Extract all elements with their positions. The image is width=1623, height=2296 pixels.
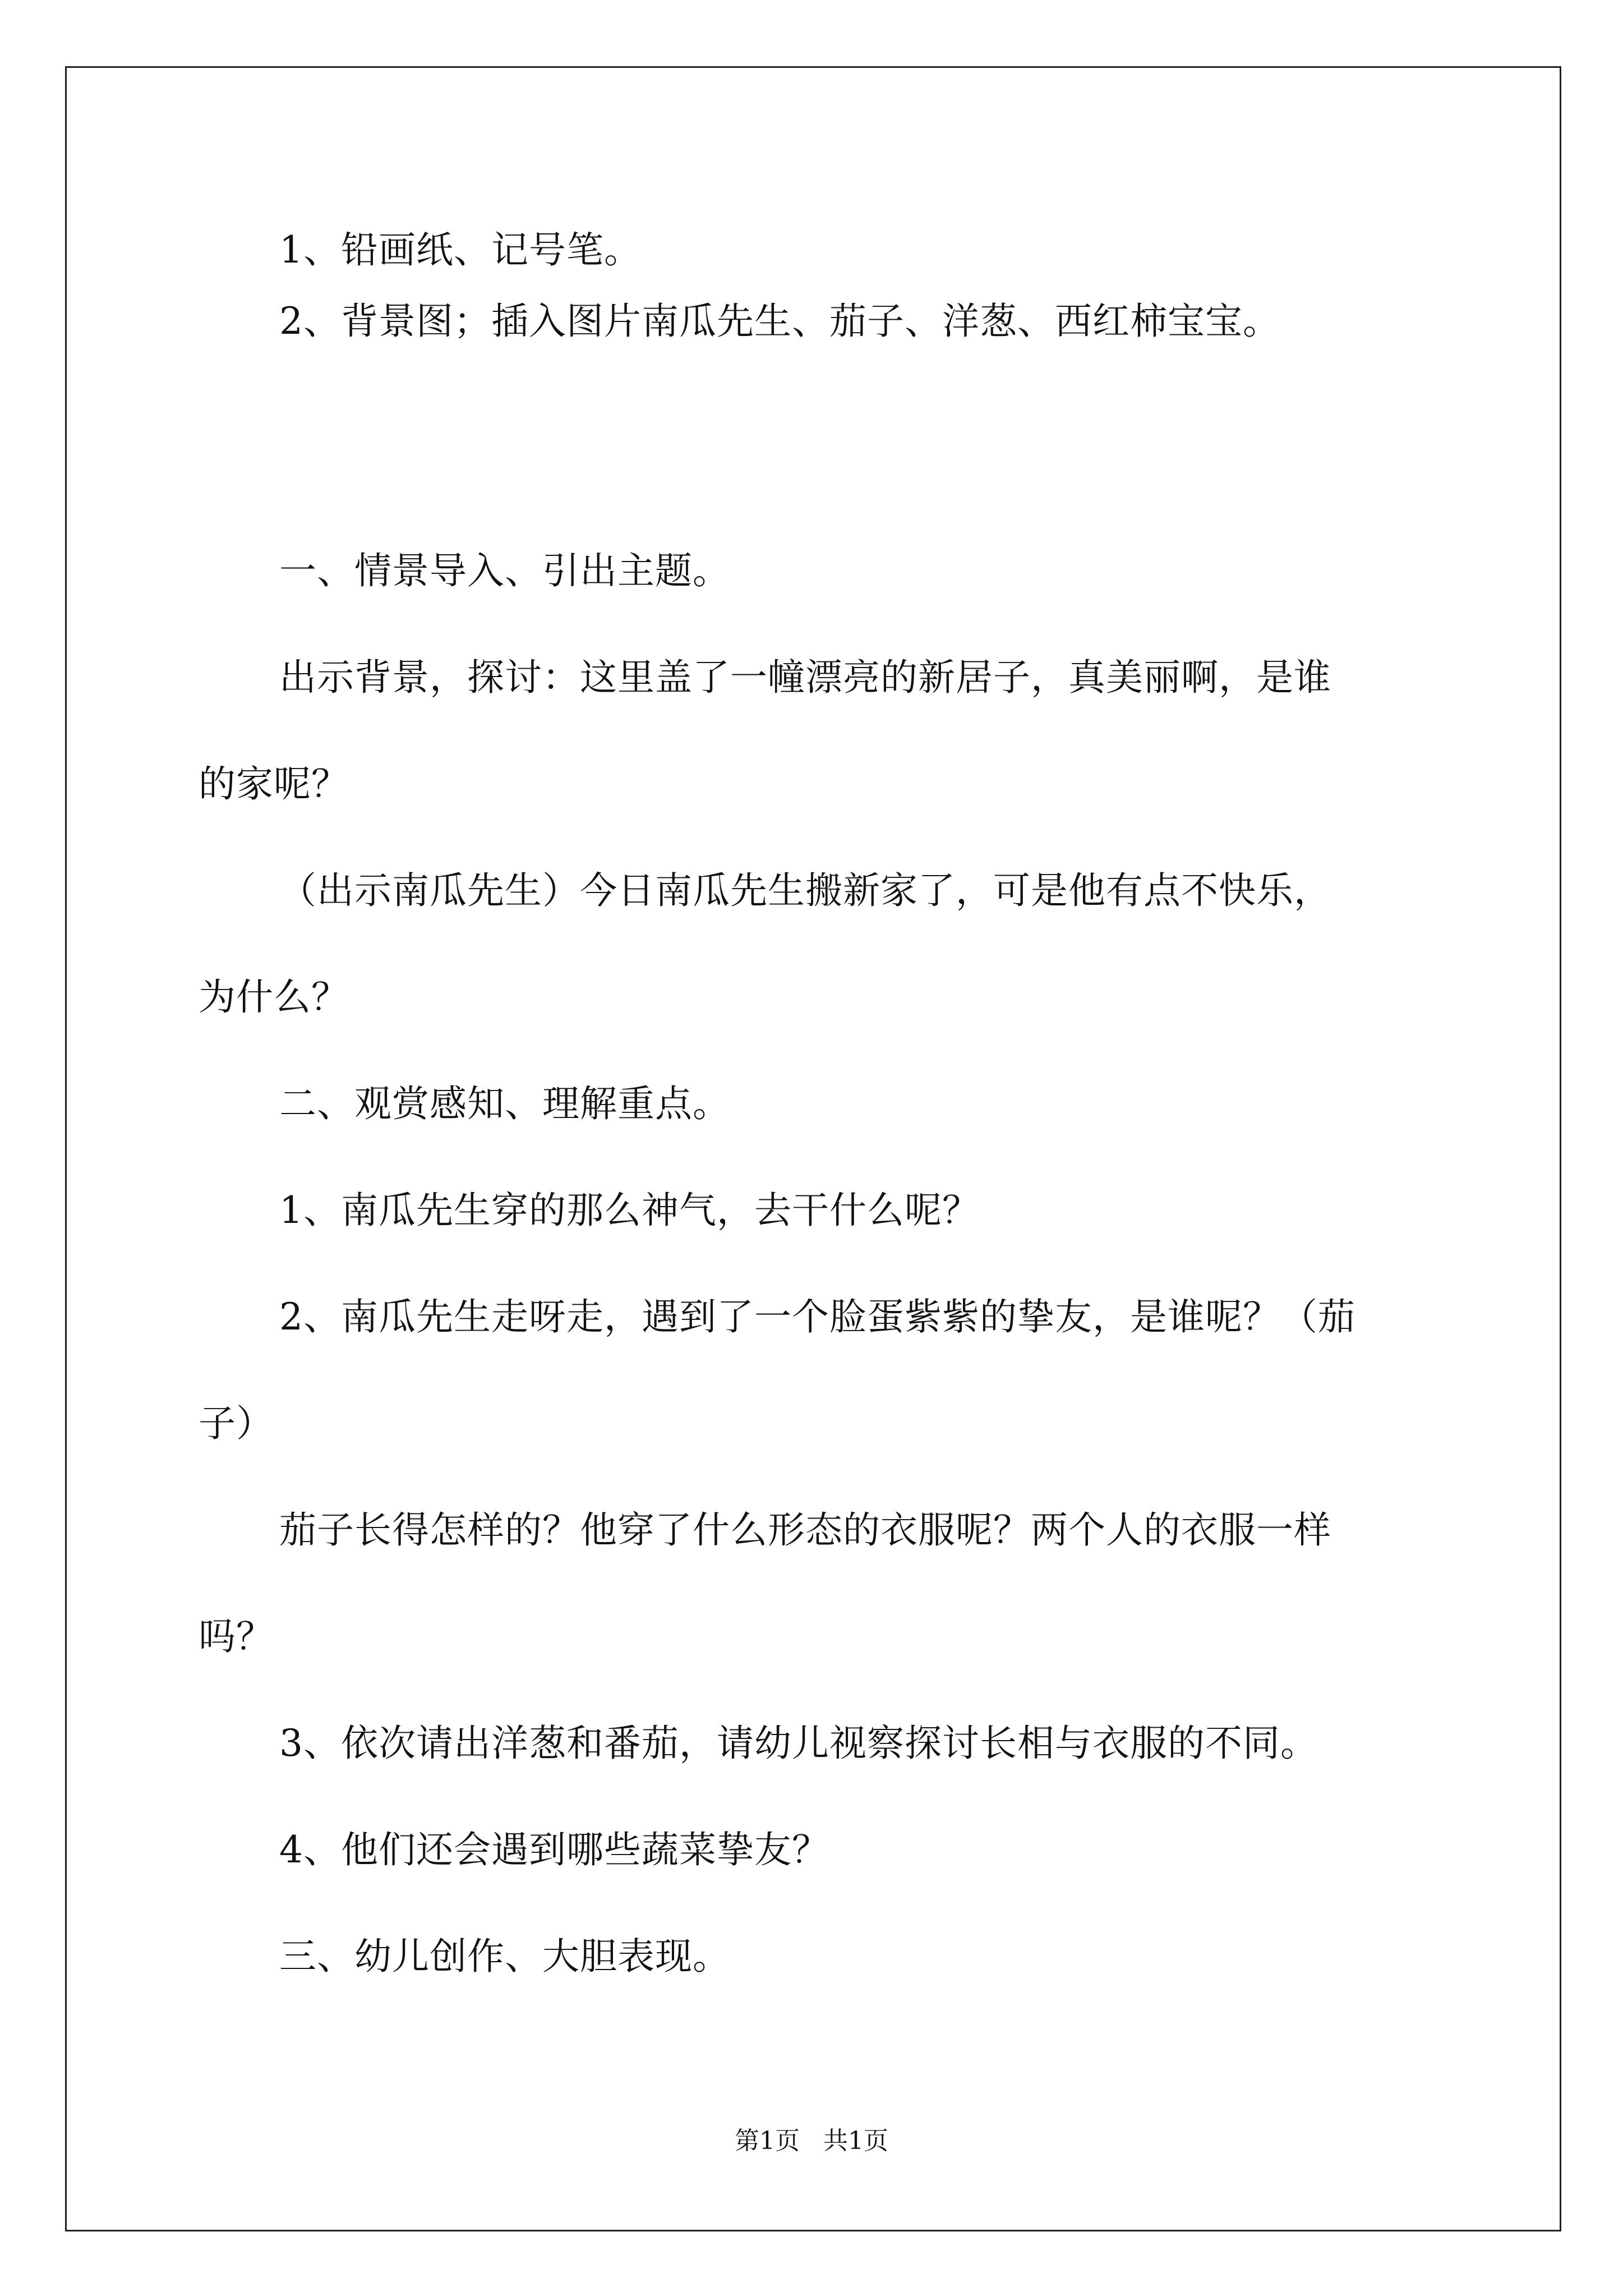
text-line: 4、他们还会遇到哪些蔬菜挚友？: [279, 1828, 829, 1871]
page-footer: 第1页 共1页: [735, 2127, 888, 2155]
text-line: 子）: [199, 1402, 274, 1445]
text-line: 吗？: [199, 1615, 274, 1658]
text-line: 2、背景图；插入图片南瓜先生、茄子、洋葱、西红柿宝宝。: [279, 300, 1280, 343]
text-line: 出示背景，探讨：这里盖了一幢漂亮的新居子，真美丽啊，是谁: [279, 656, 1331, 699]
text-line: 为什么？: [199, 976, 349, 1019]
text-line: 2、南瓜先生走呀走，遇到了一个脸蛋紫紫的挚友，是谁呢？（茄: [279, 1295, 1355, 1338]
page-border: [65, 66, 1561, 2231]
text-line: 三、幼儿创作、大胆表现。: [279, 1935, 730, 1978]
text-line: 茄子长得怎样的？他穿了什么形态的衣服呢？两个人的衣服一样: [279, 1508, 1331, 1552]
text-line: 二、观赏感知、理解重点。: [279, 1082, 730, 1125]
text-line: 的家呢？: [199, 762, 349, 806]
text-line: （出示南瓜先生）今日南瓜先生搬新家了，可是他有点不快乐，: [279, 869, 1331, 912]
text-line: 一、情景导入、引出主题。: [279, 549, 730, 592]
text-line: 3、依次请出洋葱和番茄，请幼儿视察探讨长相与衣服的不同。: [279, 1722, 1318, 1765]
text-line: 1、铅画纸、记号笔。: [279, 228, 642, 272]
text-line: 1、南瓜先生穿的那么神气，去干什么呢？: [279, 1189, 980, 1232]
